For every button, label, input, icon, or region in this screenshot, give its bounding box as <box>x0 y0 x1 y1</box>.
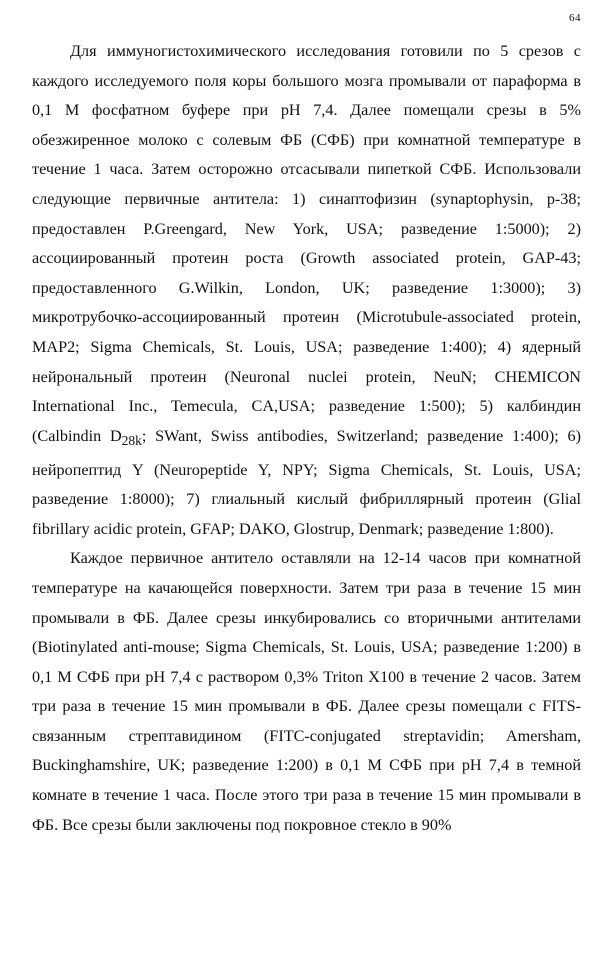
paragraph-text: Для иммуногистохимического исследования готовили по 5 срезов с каждого исследуемого поля коры большого мозга промывали от параформа в 0,1 М фосфатном буфере при pH 7,4. Далее помещали срезы в 5% обезжиренное молоко с солевым ФБ (СФБ) при комнатной температуре в течение 1 часа. Затем осторожно отсасывали пипеткой СФБ. Использовали следующие первичные антитела: 1) синаптофизин (synaptophysin, p-38; предоставлен P.Greengard, New York, USA; разведение 1:5000); 2) ассоциированный протеин роста (Growth associated protein, GAP-43; предоставленного G.Wilkin, London, UK; разведение 1:3000); 3) микротрубочко-ассоциированный протеин (Microtubule-associated protein, MAP2; Sigma Chemicals, St. Louis, USA; разведение 1:400); 4) ядерный нейрональный протеин (Neuronal nuclei protein, NeuN; CHEMICON International Inc., Temecula, CA,USA; разведение 1:500); 5) калбиндин (Calbindin D <box>32 42 581 445</box>
subscript-28k: 28k <box>121 432 142 448</box>
paragraph-text: ; SWant, Swiss antibodies, Switzerland; разведение 1:400); 6) нейропептид Y (Neuropeptide Y, NPY; Sigma Chemicals, St. Louis, USA; разведение 1:8000); 7) глиальный кислый фибриллярный протеин (Glial fibrillary acidic protein, GFAP; DAKO, Glostrup, Denmark; разведение 1:800). <box>32 426 581 538</box>
page-number: 64 <box>569 12 581 24</box>
paragraph-antibody-incubation <box>32 544 581 840</box>
paragraph-immunohistochemistry-method <box>32 37 581 544</box>
paragraph-text: Каждое первичное антитело оставляли на 12-14 часов при комнатной температуре на качающейся поверхности. Затем три раза в течение 15 мин промывали в ФБ. Далее срезы инкубировались со вторичными антителами (Biotinylated anti-mouse; Sigma Chemicals, St. Louis, USA; разведение 1:200) в 0,1 М СФБ при pH 7,4 с раствором 0,3% Triton X100 в течение 2 часов. Затем три раза в течение 15 мин промывали в ФБ. Далее срезы помещали с FITS-связанным стрептавидином (FITC-conjugated streptavidin; Amersham, Buckinghamshire, UK; разведение 1:200) в 0,1 М СФБ при pH 7,4 в темной комнате в течение 1 часа. После этого три раза в течение 15 мин промывали в ФБ. Все срезы были заключены под покровное стекло в 90% <box>32 549 581 834</box>
page-body <box>32 37 581 840</box>
